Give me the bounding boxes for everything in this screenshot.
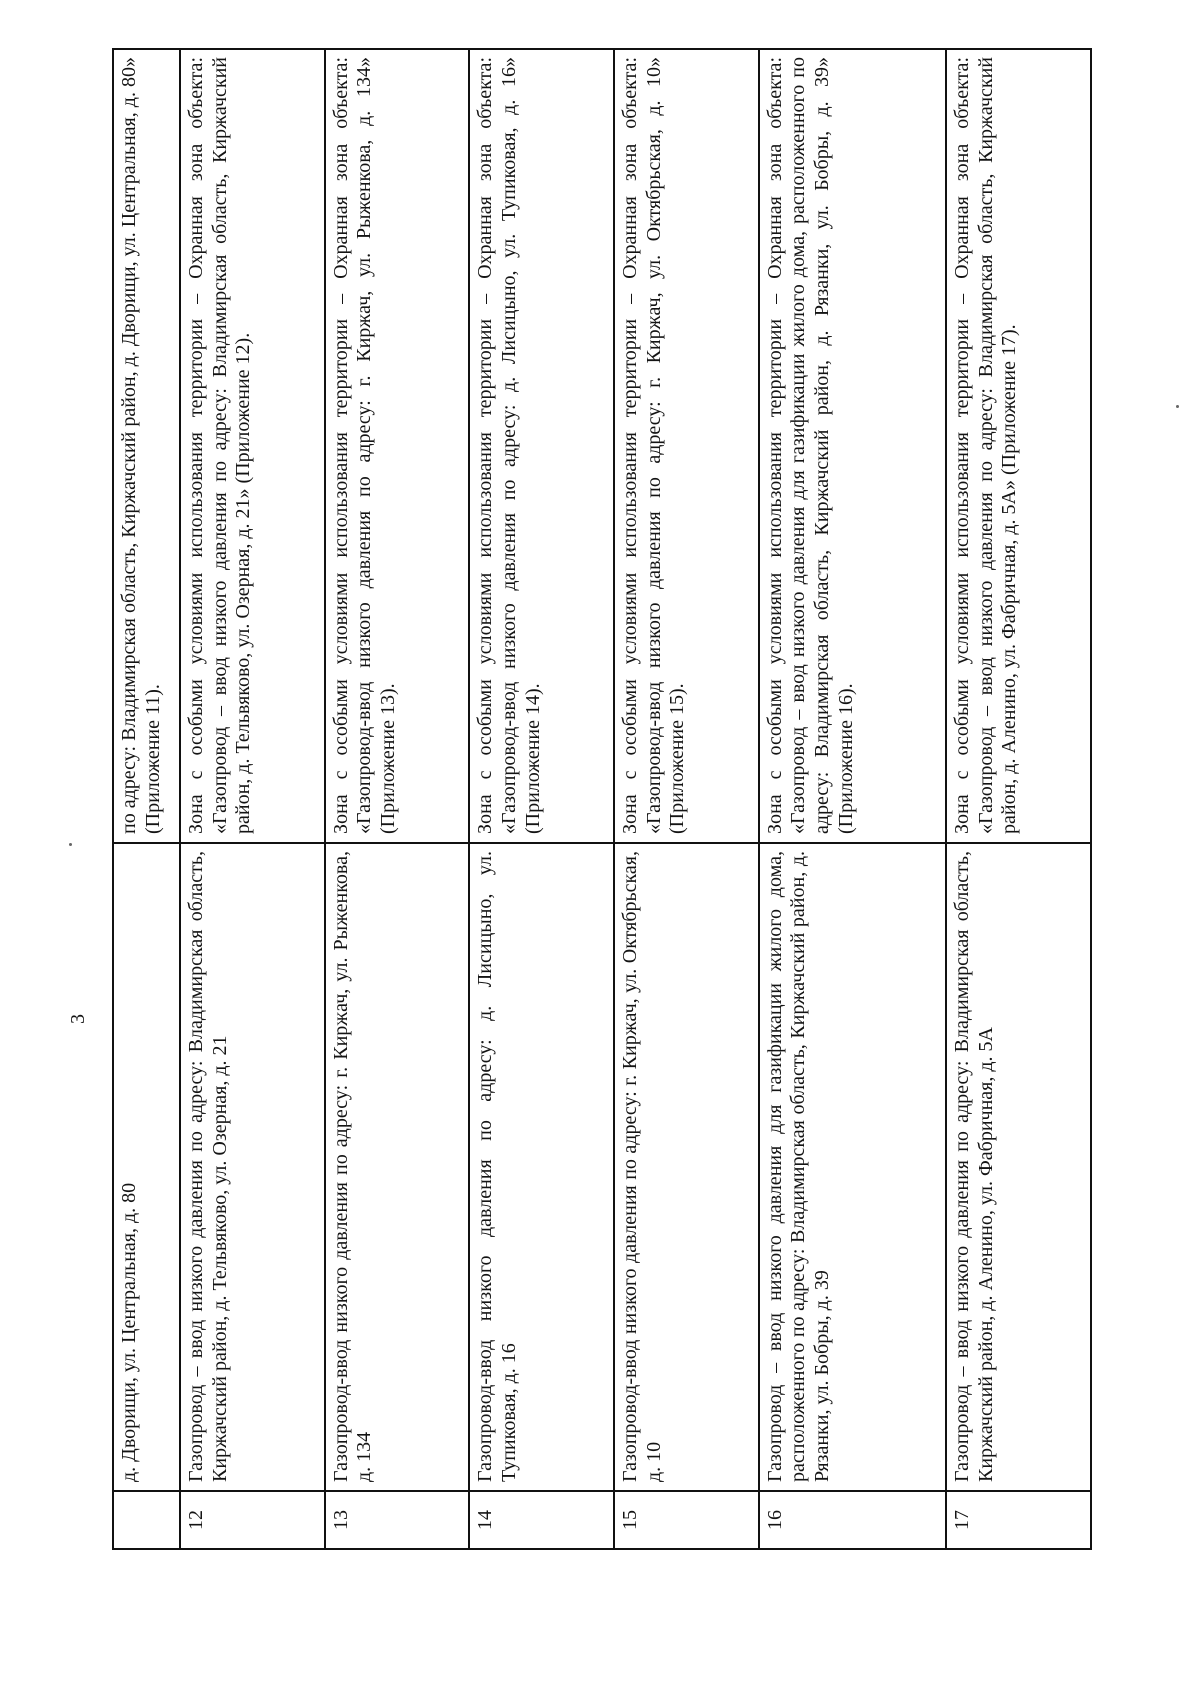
- table-row: [759, 49, 946, 1549]
- zone-description: Зона с особыми условиями использования территории – Охранная зона объекта: «Газопровод-ввод низкого давления по адресу: г. Киржач, ул. Рыженкова, д. 134» (Приложение 13).: [325, 49, 470, 843]
- zone-description: по адресу: Владимирская область, Киржачский район, д. Дворищи, ул. Центральная, д. 80» (Приложение 11).: [113, 49, 180, 843]
- row-number: 17: [946, 1491, 1091, 1549]
- table-row: [614, 49, 759, 1549]
- row-number: 13: [325, 1491, 470, 1549]
- zone-description: Зона с особыми условиями использования территории – Охранная зона объекта: «Газопровод-ввод низкого давления по адресу: д. Лисицыно, ул. Тупиковая, д. 16» (Приложение 14).: [469, 49, 614, 843]
- object-description: Газопровод – ввод низкого давления по адресу: Владимирская область, Киржачский район, д. Аленино, ул. Фабричная, д. 5А: [946, 843, 1091, 1491]
- row-number: 16: [759, 1491, 946, 1549]
- object-description: д. Дворищи, ул. Центральная, д. 80: [113, 843, 180, 1491]
- table-row: [469, 49, 614, 1549]
- scan-speck: [1176, 405, 1179, 408]
- table-row: [180, 49, 325, 1549]
- row-number: 15: [614, 1491, 759, 1549]
- zone-description: Зона с особыми условиями использования территории – Охранная зона объекта: «Газопровод-ввод низкого давления по адресу: г. Киржач, ул. Октябрьская, д. 10» (Приложение 15).: [614, 49, 759, 843]
- zone-description: Зона с особыми условиями использования территории – Охранная зона объекта: «Газопровод – ввод низкого давления по адресу: Владимирская область, Киржачский район, д. Аленино, ул. Фабричная, д. 5А» (Приложение 17).: [946, 49, 1091, 843]
- row-number: [113, 1491, 180, 1549]
- table-row: [946, 49, 1091, 1549]
- object-description: Газопровод – ввод низкого давления для газификации жилого дома, расположенного по адресу: Владимирская область, Киржачский район, д. Рязанки, ул. Бобры, д. 39: [759, 843, 946, 1491]
- object-description: Газопровод-ввод низкого давления по адресу: г. Киржач, ул. Рыженкова, д. 134: [325, 843, 470, 1491]
- object-description: Газопровод – ввод низкого давления по адресу: Владимирская область, Киржачский район, д. Тельвяково, ул. Озерная, д. 21: [180, 843, 325, 1491]
- table-row: [325, 49, 470, 1549]
- protected-zones-table: [112, 48, 1092, 1550]
- scan-speck: [69, 843, 72, 846]
- object-description: Газопровод-ввод низкого давления по адресу: д. Лисицыно, ул. Тупиковая, д. 16: [469, 843, 614, 1491]
- row-number: 14: [469, 1491, 614, 1549]
- zone-description: Зона с особыми условиями использования территории – Охранная зона объекта: «Газопровод – ввод низкого давления по адресу: Владимирская область, Киржачский район, д. Тельвяково, ул. Озерная, д. 21» (Приложение 12).: [180, 49, 325, 843]
- table-row: [113, 49, 180, 1549]
- rotated-table-container: [112, 50, 1092, 1550]
- page-number: 3: [67, 1014, 89, 1024]
- zone-description: Зона с особыми условиями использования территории – Охранная зона объекта: «Газопровод – ввод низкого давления для газификации жилого дома, расположенного по адресу: Владимирская область, Киржачский район, д. Рязанки, ул. Бобры, д. 39» (Приложение 16).: [759, 49, 946, 843]
- row-number: 12: [180, 1491, 325, 1549]
- object-description: Газопровод-ввод низкого давления по адресу: г. Киржач, ул. Октябрьская, д. 10: [614, 843, 759, 1491]
